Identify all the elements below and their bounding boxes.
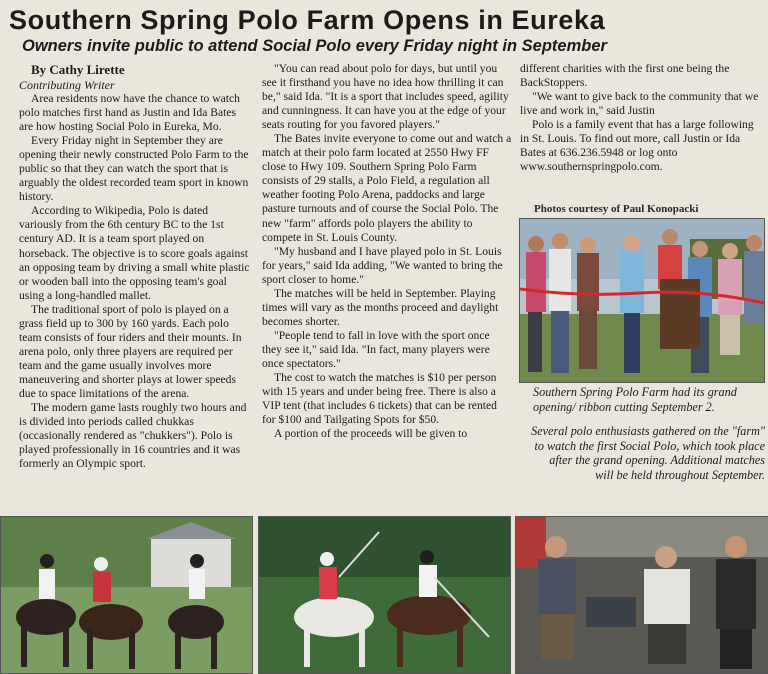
byline-role: Contributing Writer [19, 78, 115, 92]
spectators-caption: Several polo enthusiasts gathered on the "farm" to watch the first Social Polo, which took place after the grand opening. Additional matches will be held throughout September. [531, 424, 765, 482]
byline: By Cathy Lirette [31, 62, 125, 77]
paragraph: Every Friday night in September they are opening their newly constructed Polo Farm to the public so that they can watch the sport that is arguably the oldest recorded team sport in known history. [19, 134, 249, 204]
paragraph: "People tend to fall in love with the sport once they see it," said Ida. "In fact, many players were once spectators." [262, 328, 490, 370]
paragraph: Polo is a family event that has a large following in St. Louis. To find out more, call Justin or Ida Bates at 636.236.5948 or log onto www.southernspringpolo.com. [520, 118, 754, 174]
headline: Southern Spring Polo Farm Opens in Eureka [9, 5, 606, 35]
paragraph: Area residents now have the chance to watch polo matches first hand as Justin and Ida Bates are how hosting Social Polo in Eureka, Mo. [19, 92, 240, 134]
subhead: Owners invite public to attend Social Polo every Friday night in September [22, 37, 607, 55]
ribbon-cutting-photo [519, 218, 765, 383]
paragraph: A portion of the proceeds will be given to [274, 427, 468, 441]
article-column-1 [19, 62, 250, 471]
photo-credit: Photos courtesy of Paul Konopacki [534, 203, 699, 215]
article-column-2 [262, 62, 512, 441]
paragraph: According to Wikipedia, Polo is dated variously from the 6th century BC to the 1st century AD. It is a team sport played on horseback. The objective is to score goals against an opposing team by driving a small white plastic or wooden ball into the opposing team's goal using a long-handled mallet. [19, 204, 250, 302]
ribbon-cutting-caption: Southern Spring Polo Farm had its grand opening/ ribbon cutting September 2. [533, 385, 737, 414]
polo-match-photo-2 [258, 516, 511, 674]
paragraph: "You can read about polo for days, but until you see it firsthand you have no idea how thrilling it can be," said Ida. "It is a sport that includes speed, agility and cunningness. It can have you at the edge of your seats routing for you favored players." [262, 62, 509, 132]
spectators-photo [515, 516, 768, 674]
article-column-3 [520, 62, 762, 174]
paragraph: "We want to give back to the community that we live and work in," said Justin [520, 90, 759, 118]
polo-match-photo-1 [0, 516, 253, 674]
paragraph: The Bates invite everyone to come out and watch a match at their polo farm located at 2550 Hwy FF close to Hwy 109. Southern Spring Polo Farm consists of 29 stalls, a Polo Field, a regulation all weather footing Polo Arena, paddocks and large pasture turnouts and of course the Social Polo. The new "farm" affords polo players the ability to compete in St. Louis County. [262, 132, 512, 244]
paragraph: The traditional sport of polo is played on a grass field up to 300 by 160 yards. Each polo team consists of four riders and their mounts. In arena polo, only three players are required per team and the game usually involves more maneuvering and shorter plays at lower speeds due to space limitations of the arena. [19, 302, 242, 400]
paragraph: The matches will be held in September. Playing times will vary as the months proceed and daylight becomes shorter. [262, 286, 499, 328]
paragraph: The modern game lasts roughly two hours and is divided into periods called chukkas (occasionally rendered as "chukkers"). Polo is played professionally in 16 countries and it was formerly an Olympic sport. [19, 401, 247, 471]
paragraph: "My husband and I have played polo in St. Louis for years," said Ida adding, "We wanted to bring the sport closer to home." [262, 244, 503, 286]
paragraph: The cost to watch the matches is $10 per person with 15 years and under being free. There is also a VIP tent (that includes 6 tickets) that can be rented for $100 and Tailgating Spots for $50. [262, 371, 497, 427]
paragraph: different charities with the first one being the BackStoppers. [520, 62, 730, 90]
